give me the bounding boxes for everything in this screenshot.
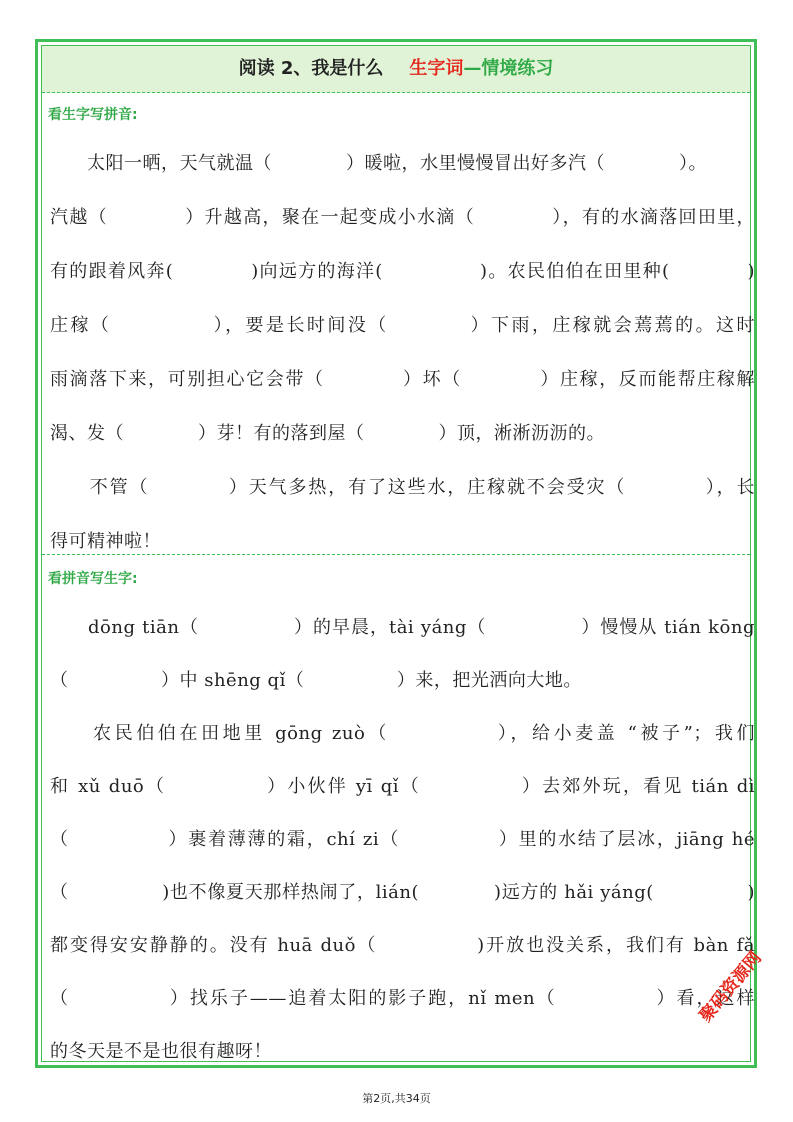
lesson-title: 阅读 2、我是什么 xyxy=(238,58,384,79)
text-line: 都变得安安静静的。没有 huā duǒ（ )开放也没关系，我们有 bàn fǎ xyxy=(50,935,755,956)
text-line: 渴、发（ ）芽！有的落到屋（ ）顶，淅淅沥沥的。 xyxy=(50,423,605,444)
text-line: 不管（ ）天气多热，有了这些水，庄稼就不会受灾（ ），长 xyxy=(50,477,755,498)
text-line: dōng tiān（ ）的早晨，tài yáng（ ）慢慢从 tián kōng xyxy=(50,617,755,638)
text-line: （ ）中 shēng qǐ（ ）来，把光洒向大地。 xyxy=(50,670,582,691)
text-line: 汽越（ ）升越高，聚在一起变成小水滴（ ），有的水滴落回田里， xyxy=(50,207,755,228)
text-line: 和 xǔ duō（ ）小伙伴 yī qǐ（ ）去郊外玩，看见 tián dì xyxy=(50,776,755,797)
text-line: 的冬天是不是也很有趣呀！ xyxy=(50,1041,272,1062)
text-line: 得可精神啦！ xyxy=(50,531,161,552)
worksheet-frame xyxy=(35,39,757,1068)
section-divider xyxy=(42,554,750,555)
text-line: （ ）找乐子——追着太阳的影子跑，nǐ men（ ）看，这样 xyxy=(50,988,755,1009)
text-line: （ )也不像夏天那样热闹了，lián( )远方的 hǎi yáng( ) xyxy=(50,882,755,903)
section-title-green: —情境练习 xyxy=(463,58,554,79)
page-number: 第2页,共34页 xyxy=(362,1092,431,1105)
text-line: 雨滴落下来，可别担心它会带（ ）坏（ ）庄稼，反而能帮庄稼解 xyxy=(50,369,755,390)
section-label-write-characters: 看拼音写生字: xyxy=(48,571,138,587)
section-title-red: 生字词 xyxy=(409,58,464,79)
text-line: （ ）裹着薄薄的霜，chí zi（ ）里的水结了层冰，jiāng hé xyxy=(50,829,755,850)
section-label-write-pinyin: 看生字写拼音: xyxy=(48,107,138,123)
text-line: 太阳一晒，天气就温（ ）暖啦，水里慢慢冒出好多汽（ ）。 xyxy=(50,153,707,174)
site-watermark: 聚码资源网 xyxy=(695,948,766,1027)
worksheet-header xyxy=(42,46,750,93)
text-line: 有的跟着风奔( )向远方的海洋( )。农民伯伯在田里种( ) xyxy=(50,261,755,282)
text-line: 庄稼（ ），要是长时间没（ ）下雨，庄稼就会蔫蔫的。这时 xyxy=(50,315,755,336)
text-line: 农民伯伯在田地里 gōng zuò（ ），给小麦盖 “被子”；我们 xyxy=(50,723,755,744)
worksheet-inner-border xyxy=(41,45,755,1062)
